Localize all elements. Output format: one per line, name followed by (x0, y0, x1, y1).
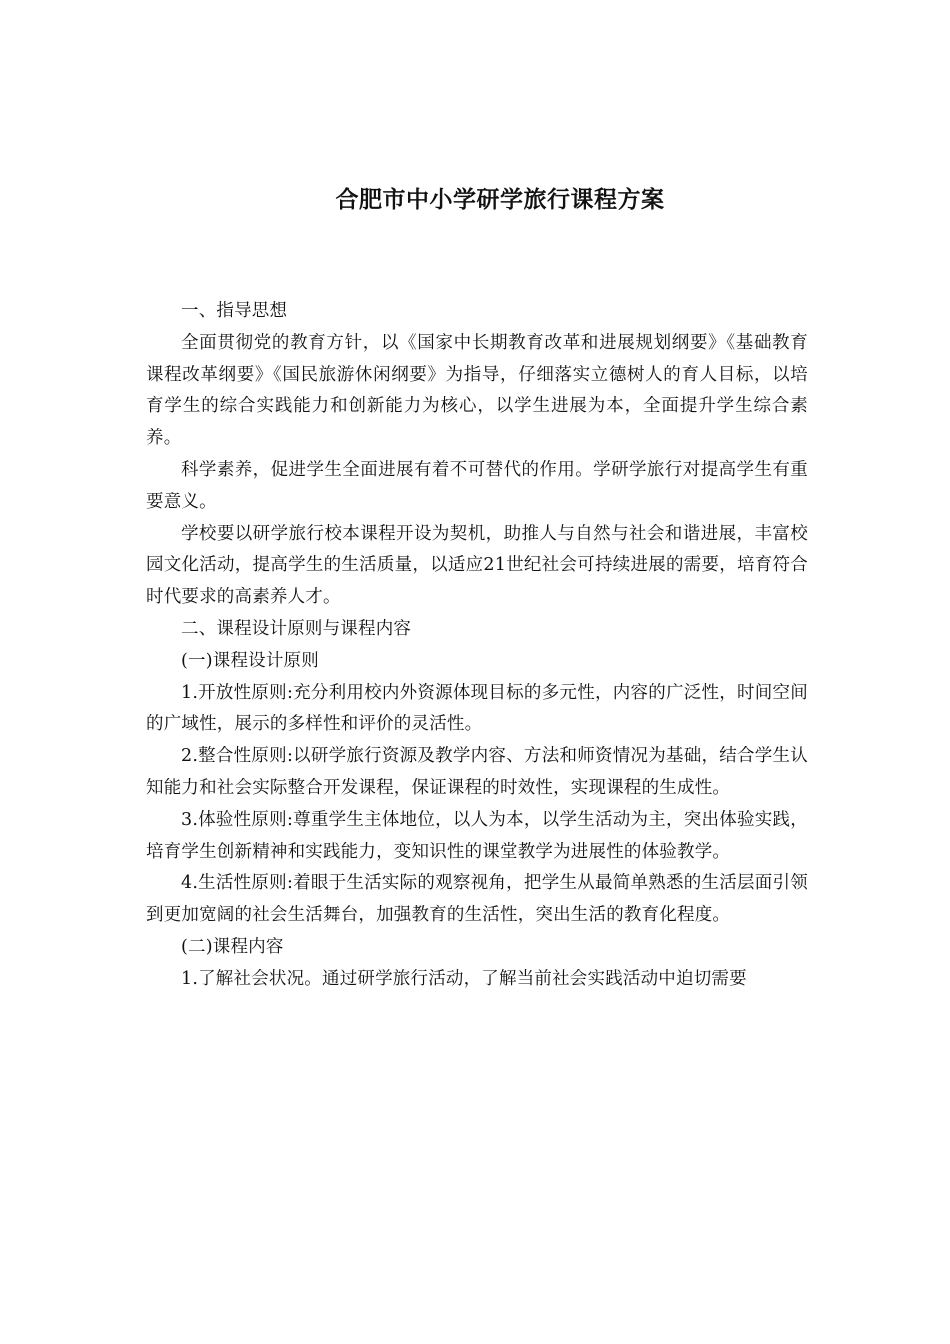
paragraph: 2.整合性原则:以研学旅行资源及教学内容、方法和师资情况为基础，结合学生认知能力和社会实际整合开发课程，保证课程的时效性，实现课程的生成性。 (146, 746, 808, 798)
subsection-heading: (一)课程设计原则 (181, 650, 319, 671)
paragraph: 1.开放性原则:充分利用校内外资源体现目标的多元性，内容的广泛性，时间空间的广域性，展示的多样性和评价的灵活性。 (146, 682, 808, 735)
document-title: 合肥市中小学研学旅行课程方案 (335, 187, 665, 213)
section-heading: 一、指导思想 (181, 301, 288, 321)
paragraph: 4.生活性原则:着眼于生活实际的观察视角，把学生从最简单熟悉的生活层面引领到更加宽阔的社会生活舞台，加强教育的生活性，突出生活的教育化程度。 (146, 873, 808, 926)
paragraph: 1.了解社会状况。通过研学旅行活动，了解当前社会实践活动中迫切需要 (181, 968, 747, 989)
paragraph: 全面贯彻党的教育方针，以《国家中长期教育改革和进展规划纲要》《基础教育课程改革纲要》《国民旅游休闲纲要》为指导，仔细落实立德树人的育人目标，以培育学生的综合实践能力和创新能力为核心，以学生进展为本，全面提升学生综合素养。 (146, 332, 808, 449)
subsection-heading: (二)课程内容 (181, 936, 284, 957)
paragraph: 3.体验性原则:尊重学生主体地位，以人为本，以学生活动为主，突出体验实践，培育学生创新精神和实践能力，变知识性的课堂教学为进展性的体验教学。 (146, 809, 808, 862)
paragraph: 科学素养，促进学生全面进展有着不可替代的作用。学研学旅行对提高学生有重要意义。 (146, 459, 808, 512)
section-heading: 二、课程设计原则与课程内容 (181, 618, 412, 639)
paragraph: 学校要以研学旅行校本课程开设为契机，助推人与自然与社会和谐进展，丰富校园文化活动，提高学生的生活质量，以适应21世纪社会可持续进展的需要，培育符合时代要求的高素养人才。 (146, 523, 808, 608)
document-body (146, 296, 808, 996)
